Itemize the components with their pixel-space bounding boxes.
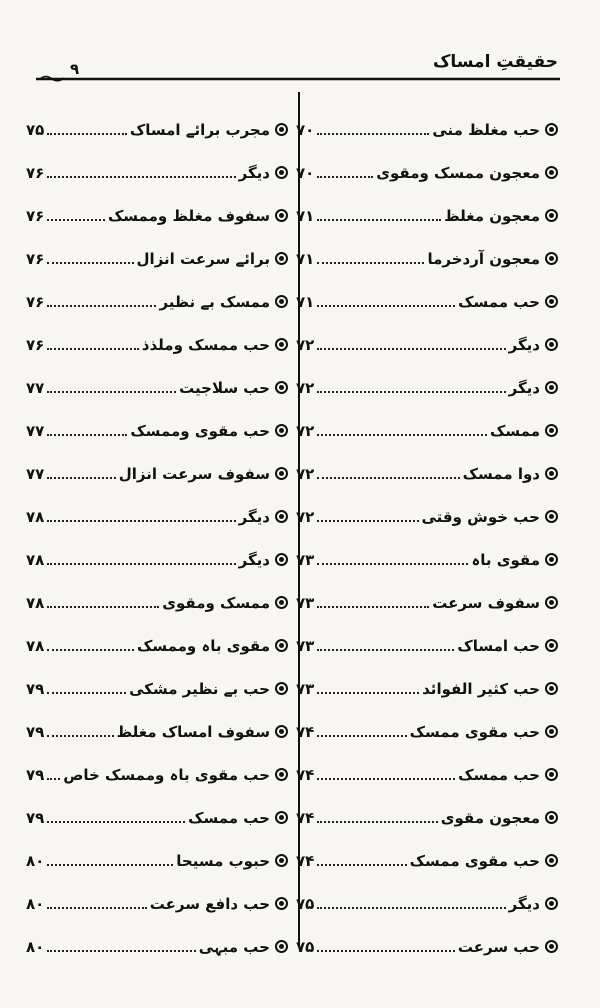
toc-entry-title: حب ممسک وملذذ xyxy=(141,336,270,354)
toc-entry-page: ۷۹ xyxy=(26,766,45,784)
dot-leader xyxy=(317,391,505,393)
toc-entry-title: ممسک بے نظیر xyxy=(159,293,270,311)
toc-entry-title: حب مغلظ منی xyxy=(432,121,540,139)
toc-entry-title: سفوف مغلظ وممسک xyxy=(107,207,270,225)
dot-leader xyxy=(317,606,429,608)
dot-leader xyxy=(317,950,455,952)
bullet-circle-icon xyxy=(545,252,558,265)
toc-entry-title: حب مبہی xyxy=(198,938,270,956)
bullet-circle-icon xyxy=(275,639,288,652)
dot-leader xyxy=(47,907,146,909)
toc-entry-page: ۷۶ xyxy=(26,164,45,182)
toc-entry-page: ۷۹ xyxy=(26,680,45,698)
toc-entry-title: معجون مغلظ xyxy=(444,207,540,225)
toc-entry-title: دیگر xyxy=(508,379,540,397)
bullet-circle-icon xyxy=(275,553,288,566)
dot-leader xyxy=(317,821,437,823)
toc-entry-title: معجون ممسک ومقوی xyxy=(376,164,540,182)
toc-entry-title: سفوف امساک مغلظ xyxy=(116,723,270,741)
toc-entry xyxy=(26,354,288,397)
dot-leader xyxy=(47,950,195,952)
bullet-circle-icon xyxy=(275,381,288,394)
toc-entry-page: ۷۸ xyxy=(26,594,45,612)
toc-entry-page: ۷۳ xyxy=(296,551,315,569)
dot-leader xyxy=(317,692,419,694)
toc-entry xyxy=(296,569,558,612)
bullet-circle-icon xyxy=(545,381,558,394)
page-number: ۹ xyxy=(70,60,80,78)
bullet-circle-icon xyxy=(545,639,558,652)
toc-entry xyxy=(26,612,288,655)
toc-entry-title: دوا ممسک xyxy=(462,465,540,483)
dot-leader xyxy=(47,176,235,178)
toc-entry-page: ۷۶ xyxy=(26,250,45,268)
dot-leader xyxy=(317,434,487,436)
toc-entry-page: ۸۰ xyxy=(26,852,45,870)
toc-entry xyxy=(296,440,558,483)
bullet-circle-icon xyxy=(545,295,558,308)
toc-entry-title: حب مقوی باہ وممسک خاص xyxy=(63,766,270,784)
dot-leader xyxy=(47,735,113,737)
toc-entry-title: حب امساک xyxy=(457,637,540,655)
toc-entry-page: ۷۲ xyxy=(296,465,315,483)
dot-leader xyxy=(47,864,173,866)
dot-leader xyxy=(317,649,454,651)
toc-entry-page: ۸۰ xyxy=(26,938,45,956)
header-rule xyxy=(36,74,560,83)
bullet-circle-icon xyxy=(545,897,558,910)
toc-entry-title: حب مقوی وممسک xyxy=(130,422,270,440)
toc-entry-page: ۷۰ xyxy=(296,121,315,139)
toc-entry xyxy=(296,182,558,225)
dot-leader xyxy=(317,262,424,264)
dot-leader xyxy=(47,778,60,780)
toc-entry-title: معجون مقوی xyxy=(440,809,540,827)
bullet-circle-icon xyxy=(545,682,558,695)
toc-entry-title: حب ممسک xyxy=(188,809,270,827)
bullet-circle-icon xyxy=(545,209,558,222)
dot-leader xyxy=(317,348,505,350)
dot-leader xyxy=(47,520,235,522)
toc-entry-title: دیگر xyxy=(238,164,270,182)
toc-entry-title: حب دافع سرعت xyxy=(149,895,270,913)
bullet-circle-icon xyxy=(545,510,558,523)
toc-entry-page: ۷۴ xyxy=(296,766,315,784)
bullet-circle-icon xyxy=(275,424,288,437)
toc-entry-page: ۷۴ xyxy=(296,852,315,870)
toc-entry-page: ۷۳ xyxy=(296,594,315,612)
toc-entry xyxy=(26,225,288,268)
toc-entry xyxy=(296,655,558,698)
bullet-circle-icon xyxy=(275,123,288,136)
bullet-circle-icon xyxy=(275,897,288,910)
toc-entry xyxy=(296,225,558,268)
toc-entry-title: حبوب مسیحا xyxy=(176,852,270,870)
bullet-circle-icon xyxy=(545,166,558,179)
toc-entry-title: ممسک xyxy=(490,422,540,440)
toc-entry-title: معجون آردخرما xyxy=(427,250,540,268)
toc-entry-title: حب خوش وقتی xyxy=(421,508,540,526)
toc-entry-title: ممسک ومقوی xyxy=(162,594,270,612)
toc-entry xyxy=(26,569,288,612)
toc-entry-page: ۷۸ xyxy=(26,637,45,655)
dot-leader xyxy=(47,606,159,608)
toc-entry-title: حب سرعت xyxy=(457,938,540,956)
dot-leader xyxy=(317,563,468,565)
toc-entry-page: ۷۷ xyxy=(26,379,45,397)
toc-entry xyxy=(296,311,558,354)
bullet-circle-icon xyxy=(545,854,558,867)
toc-entry-title: حب ممسک xyxy=(458,293,540,311)
toc-entry xyxy=(26,182,288,225)
toc-entry-page: ۷۱ xyxy=(296,293,315,311)
bullet-circle-icon xyxy=(545,768,558,781)
toc-entry-title: مجرب برائے امساک xyxy=(129,121,270,139)
bullet-circle-icon xyxy=(545,811,558,824)
bullet-circle-icon xyxy=(275,854,288,867)
dot-leader xyxy=(47,391,176,393)
bullet-circle-icon xyxy=(275,940,288,953)
toc-entry-title: سفوف سرعت xyxy=(432,594,540,612)
toc-entry-page: ۷۲ xyxy=(296,336,315,354)
bullet-circle-icon xyxy=(275,166,288,179)
toc-entry-page: ۷۳ xyxy=(296,680,315,698)
toc-entry-title: مقوی باہ وممسک xyxy=(136,637,270,655)
toc-entry-page: ۷۲ xyxy=(296,379,315,397)
dot-leader xyxy=(47,477,115,479)
bullet-circle-icon xyxy=(275,338,288,351)
toc-entry-title: حب مقوی ممسک xyxy=(409,723,540,741)
toc-entry-page: ۷۴ xyxy=(296,723,315,741)
dot-leader xyxy=(317,907,505,909)
bullet-circle-icon xyxy=(275,510,288,523)
toc-entry xyxy=(296,913,558,956)
toc-entry-page: ۷۸ xyxy=(26,551,45,569)
toc-entry-page: ۷۵ xyxy=(296,938,315,956)
dot-leader xyxy=(47,649,134,651)
dot-leader xyxy=(317,133,429,135)
toc-entry xyxy=(26,741,288,784)
toc-entry-page: ۷۸ xyxy=(26,508,45,526)
dot-leader xyxy=(47,434,127,436)
bullet-circle-icon xyxy=(275,725,288,738)
toc-entry xyxy=(296,741,558,784)
toc-entry xyxy=(26,440,288,483)
toc-entry xyxy=(296,397,558,440)
toc-entry-page: ۷۳ xyxy=(296,637,315,655)
toc-entry xyxy=(26,483,288,526)
toc-entry-title: حب سلاجیت xyxy=(179,379,270,397)
toc-entry-title: دیگر xyxy=(238,508,270,526)
bullet-circle-icon xyxy=(545,424,558,437)
toc-entry-title: برائے سرعت انزال xyxy=(136,250,270,268)
toc-entry-page: ۷۹ xyxy=(26,809,45,827)
toc-entry xyxy=(296,526,558,569)
bullet-circle-icon xyxy=(275,467,288,480)
toc-entry-page: ۷۰ xyxy=(296,164,315,182)
toc-entry-title: حب کثیر الفوائد xyxy=(422,680,540,698)
dot-leader xyxy=(317,176,373,178)
toc-entry xyxy=(296,483,558,526)
dot-leader xyxy=(47,348,138,350)
toc-entry xyxy=(296,354,558,397)
toc-entry-page: ۷۶ xyxy=(26,207,45,225)
toc-entry-page: ۷۶ xyxy=(26,293,45,311)
toc-entry xyxy=(296,139,558,182)
bullet-circle-icon xyxy=(275,596,288,609)
toc-entry xyxy=(26,311,288,354)
toc-entry-page: ۷۱ xyxy=(296,250,315,268)
toc-entry-title: حب ممسک xyxy=(458,766,540,784)
bullet-circle-icon xyxy=(545,553,558,566)
dot-leader xyxy=(317,477,459,479)
bullet-circle-icon xyxy=(275,811,288,824)
toc-entry-page: ۷۵ xyxy=(296,895,315,913)
toc-entry-page: ۷۲ xyxy=(296,422,315,440)
toc-entry xyxy=(296,268,558,311)
dot-leader xyxy=(47,692,126,694)
bullet-circle-icon xyxy=(275,252,288,265)
bullet-circle-icon xyxy=(275,682,288,695)
toc-entry xyxy=(26,655,288,698)
bullet-circle-icon xyxy=(275,768,288,781)
dot-leader xyxy=(317,219,441,221)
bullet-circle-icon xyxy=(545,338,558,351)
dot-leader xyxy=(317,735,406,737)
dot-leader xyxy=(47,133,127,135)
dot-leader xyxy=(47,305,156,307)
toc-entry xyxy=(26,96,288,139)
dot-leader xyxy=(47,563,235,565)
toc-entry-title: مقوی باہ xyxy=(471,551,540,569)
toc-entry-page: ۸۰ xyxy=(26,895,45,913)
toc-column-right xyxy=(296,96,558,956)
bullet-circle-icon xyxy=(275,295,288,308)
toc-entry-page: ۷۴ xyxy=(296,809,315,827)
toc-entry xyxy=(26,913,288,956)
dot-leader xyxy=(47,219,105,221)
bullet-circle-icon xyxy=(545,123,558,136)
toc-entry-title: دیگر xyxy=(508,336,540,354)
toc-entry xyxy=(26,698,288,741)
toc-entry-title: دیگر xyxy=(238,551,270,569)
toc-entry-page: ۷۷ xyxy=(26,465,45,483)
toc-entry xyxy=(296,827,558,870)
toc-entry xyxy=(26,139,288,182)
toc-entry xyxy=(26,827,288,870)
toc-entry xyxy=(296,96,558,139)
toc-entry-title: دیگر xyxy=(508,895,540,913)
running-header-title: حقیقتِ امساک xyxy=(432,52,558,72)
toc-entry xyxy=(26,268,288,311)
dot-leader xyxy=(317,778,455,780)
toc-entry-title: سفوف سرعت انزال xyxy=(118,465,270,483)
bullet-circle-icon xyxy=(545,467,558,480)
toc-entry xyxy=(296,612,558,655)
toc-entry-title: حب بے نظیر مشکی xyxy=(129,680,270,698)
toc-entry xyxy=(296,870,558,913)
toc-entry xyxy=(26,397,288,440)
dot-leader xyxy=(317,864,406,866)
dot-leader xyxy=(47,821,185,823)
toc-entry-page: ۷۶ xyxy=(26,336,45,354)
toc-entry-page: ۷۵ xyxy=(26,121,45,139)
toc-entry xyxy=(26,526,288,569)
bullet-circle-icon xyxy=(545,725,558,738)
bullet-circle-icon xyxy=(545,596,558,609)
bullet-circle-icon xyxy=(275,209,288,222)
toc-entry xyxy=(26,870,288,913)
toc-entry-page: ۷۲ xyxy=(296,508,315,526)
toc-column-left xyxy=(26,96,288,956)
toc-entry-page: ۷۹ xyxy=(26,723,45,741)
dot-leader xyxy=(317,520,418,522)
toc-entry xyxy=(296,784,558,827)
bullet-circle-icon xyxy=(545,940,558,953)
toc-entry-title: حب مقوی ممسک xyxy=(409,852,540,870)
dot-leader xyxy=(317,305,455,307)
toc-entry xyxy=(296,698,558,741)
toc-entry xyxy=(26,784,288,827)
dot-leader xyxy=(47,262,133,264)
toc-entry-page: ۷۱ xyxy=(296,207,315,225)
toc-entry-page: ۷۷ xyxy=(26,422,45,440)
